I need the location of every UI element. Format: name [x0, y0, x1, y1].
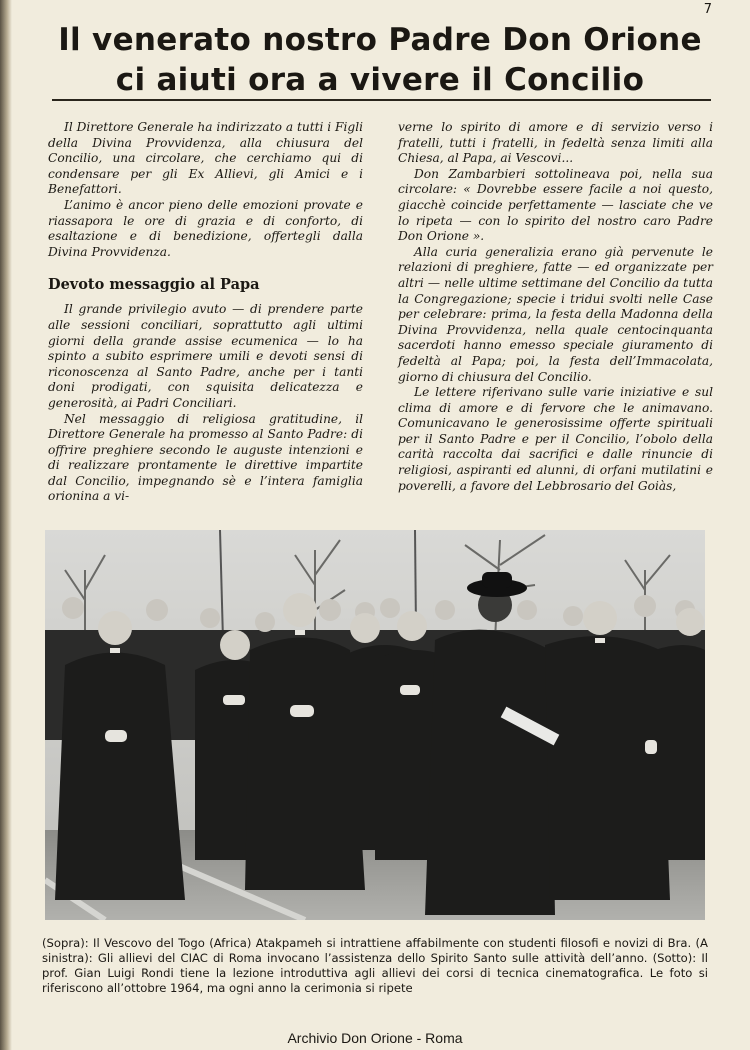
archive-footer: Archivio Don Orione - Roma [287, 1030, 463, 1046]
headline-line-1: Il venerato nostro Padre Don Orione [58, 22, 702, 58]
paragraph-emotions: L’animo è ancor pieno delle emozioni provate e riassapora le ore di grazia e di conforto, di esaltazione e di benedizione, offertegli dalla Divina Provvidenza. [48, 197, 363, 259]
paragraph-continuation: verne lo spirito di amore e di servizio verso i fratelli, tutti i fratelli, in fedeltà senza limiti alla Chiesa, al Papa, ai Vescovi... [398, 120, 713, 166]
page-number: 7 [703, 2, 712, 17]
headline-rule [52, 99, 711, 101]
headline-line-2: ci aiuti ora a vivere il Concilio [115, 62, 645, 98]
group-photo [45, 530, 705, 920]
paragraph-message: Nel messaggio di religiosa gratitudine, il Direttore Generale ha promesso al Santo Padre: di offrire preghiere secondo le auguste intenzioni e di realizzare prontamente le direttive impartite dal Concilio, impegnando sè e l’intera famiglia orionina a vi- [48, 411, 363, 504]
paragraph-intro: Il Direttore Generale ha indirizzato a tutti i Figli della Divina Provvidenza, alla chiusura del Concilio, una circolare, che cerchiamo qui di condensare per gli Ex Allievi, gli Amici e i Benefattori. [48, 120, 363, 197]
section-heading: Devoto messaggio al Papa [48, 276, 260, 294]
paragraph-privilege: Il grande privilegio avuto — di prendere parte alle sessioni conciliari, soprattutto agli ultimi giorni della grande assise ecumenica — lo ha spinto a subito esprimere umili e devoti sensi di riconoscenza al Santo Padre, anche per i tanti doni prodigati, con squisita delicatezza e generosità, ai Padri Conciliari. [48, 302, 363, 410]
page-binding-edge [0, 0, 12, 1050]
article-headline [40, 20, 720, 100]
paragraph-letters: Le lettere riferivano sulle varie iniziative e sul clima di amore e di fervore che le animavano. Comunicavano le generosissime offerte spirituali per il Santo Padre e per il Concilio, l’obolo della carità raccolta dai sacrifici e dalle rinuncie di religiosi, aspiranti ed alunni, di orfani mutilatini e poverelli, a favore del Lebbrosario del Goiàs, [398, 385, 713, 493]
article-column-left [48, 120, 363, 505]
photo-caption: (Sopra): Il Vescovo del Togo (Africa) Atakpameh si intrattiene affabilmente con studenti filosofi e novizi di Bra. (A sinistra): Gli allievi del CIAC di Roma invocano l’assistenza dello Spirito Santo sulle attività dell’anno. (Sotto): Il prof. Gian Luigi Rondi tiene la lezione introduttiva agli allievi dei corsi di tecnica cinematografica. Le foto si riferiscono all’ottobre 1964, ma ogni anno la cerimonia si ripete [42, 936, 708, 995]
article-column-right [398, 120, 713, 494]
paragraph-circolare: Don Zambarbieri sottolineava poi, nella sua circolare: « Dovrebbe essere facile a noi questo, giacchè coincide perfettamente — lasciate che ve lo ripeta — con lo spirito del nostro caro Padre Don Orione ». [398, 166, 713, 244]
paragraph-curia: Alla curia generalizia erano già pervenute le relazioni di preghiere, fatte — ed organizzate per altri — nelle ultime settimane del Concilio da tutta la Congregazione; specie i tridui svolti nelle Case per celebrare: prima, la festa della Madonna della Divina Provvidenza, nella quale centocinquanta sacerdoti hanno emesso speciale giuramento di fedeltà al Papa; poi, la festa dell’Immacolata, giorno di chiusura del Concilio. [398, 244, 713, 384]
